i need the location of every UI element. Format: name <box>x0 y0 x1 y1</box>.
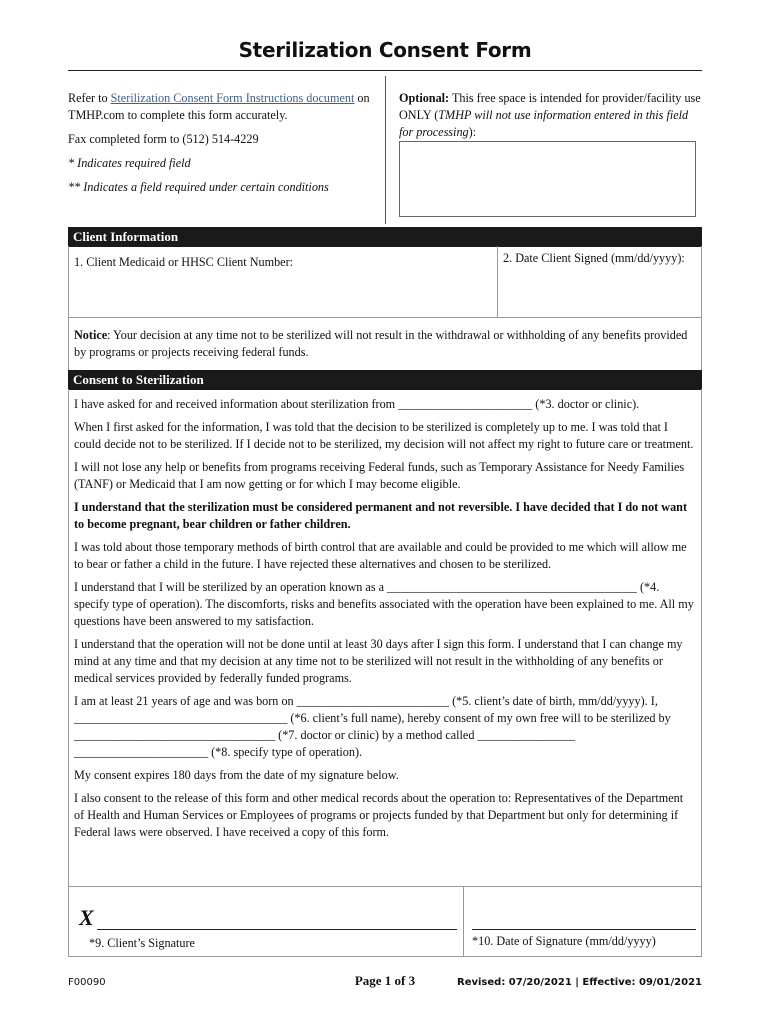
revision-dates: Revised: 07/20/2021 | Effective: 09/01/2021 <box>457 977 702 988</box>
consent-permanent-statement: I understand that the sterilization must be considered permanent and not reversible. I have decided that I do not want to become pregnant, bear children or father children. <box>74 500 688 531</box>
consent-paragraph: When I first asked for the information, I was told that the decision to be sterilized is completely up to me. I was told that I could decide not to be sterilized. If I decide not to be sterilized, my decision will not affect my right to future care or treatment. <box>74 420 694 451</box>
consent-section <box>68 389 702 887</box>
form-title: Sterilization Consent Form <box>238 38 532 62</box>
signature-x-mark: X <box>79 905 94 930</box>
title-rule <box>68 70 702 71</box>
notice-label: Notice <box>74 328 108 342</box>
page-footer <box>68 972 702 992</box>
consent-paragraph: I understand that I will be sterilized by an operation known as a _________________________________________ (*4. specify type of operation). The discomforts, risks and benefits associated with the operation have been explained to me. All my questions have been answered to my satisfaction. <box>74 580 694 628</box>
client-box-divider <box>497 246 498 318</box>
consent-paragraph: My consent expires 180 days from the date of my signature below. <box>74 768 399 782</box>
consent-paragraph: I was told about those temporary methods of birth control that are available and could be provided to me which will allow me to bear or father a child in the future. I have rejected these alternatives and chosen to be sterilized. <box>74 540 687 571</box>
notice-box <box>68 318 702 370</box>
intro-instructions <box>68 90 383 196</box>
header-divider <box>385 76 386 224</box>
page-number: Page 1 of 3 <box>354 973 416 988</box>
consent-paragraph: I am at least 21 years of age and was born on _________________________ (*5. client’s date of birth, mm/dd/yyyy). I, ___________________________________ (*6. client’s full name), hereby consent of my own free will to be sterilized by _________________________________ (*7. doctor or clinic) by a method called ________________ ______________________ (*8. specify type of operation). <box>74 694 671 759</box>
consent-paragraph: I also consent to the release of this form and other medical records about the operation to: Representatives of the Department of Health and Human Services or Employees of programs or projects funded by that Department but only for determining if Federal laws were observed. I have received a copy of this form. <box>74 791 684 839</box>
consent-paragraph: I have asked for and received information about sterilization from ______________________ (*3. doctor or clinic). <box>74 397 640 411</box>
refer-suffix: on TMHP.com to complete this form accurately. <box>68 91 370 122</box>
client-signature-line[interactable] <box>97 929 457 930</box>
client-info-box <box>68 246 702 318</box>
optional-label: Optional: <box>399 91 450 105</box>
instructions-link[interactable]: Sterilization Consent Form Instructions document <box>110 91 355 105</box>
form-code: F00090 <box>68 977 106 988</box>
optional-provider-field[interactable] <box>399 141 696 217</box>
client-info-header: Client Information <box>68 227 702 247</box>
consent-paragraph: I will not lose any help or benefits from programs receiving Federal funds, such as Temporary Assistance for Needy Families (TANF) or Medicaid that I am now getting or for which I may become eligible. <box>74 460 685 491</box>
signature-date-line[interactable] <box>472 929 696 930</box>
signature-date-label: *10. Date of Signature (mm/dd/yyyy) <box>472 934 656 948</box>
conditional-note: ** Indicates a field required under certain conditions <box>68 180 329 194</box>
consent-paragraph: I understand that the operation will not be done until at least 30 days after I sign this form. I understand that I can change my mind at any time and that my decision at any time not to be sterilized will not result in the withholding of any benefits or medical services provided by federally funded programs. <box>74 637 683 685</box>
client-signature-label: *9. Client’s Signature <box>89 936 195 950</box>
notice-text: : Your decision at any time not to be sterilized will not result in the withdrawal or withholding of any benefits provided by programs or projects receiving federal funds. <box>74 328 688 359</box>
optional-section: Optional: This free space is intended for provider/facility use ONLY (TMHP will not use information entered in this field for processing): <box>399 91 701 139</box>
signature-divider <box>463 887 464 957</box>
date-signed-label: 2. Date Client Signed (mm/dd/yyyy): <box>503 251 685 265</box>
required-note: * Indicates required field <box>68 156 191 170</box>
refer-prefix: Refer to <box>68 91 111 105</box>
refer-line <box>68 90 383 124</box>
fax-line: Fax completed form to (512) 514-4229 <box>68 132 259 146</box>
signature-area <box>68 887 702 957</box>
client-number-label: 1. Client Medicaid or HHSC Client Number: <box>74 255 294 269</box>
consent-header: Consent to Sterilization <box>68 370 702 390</box>
